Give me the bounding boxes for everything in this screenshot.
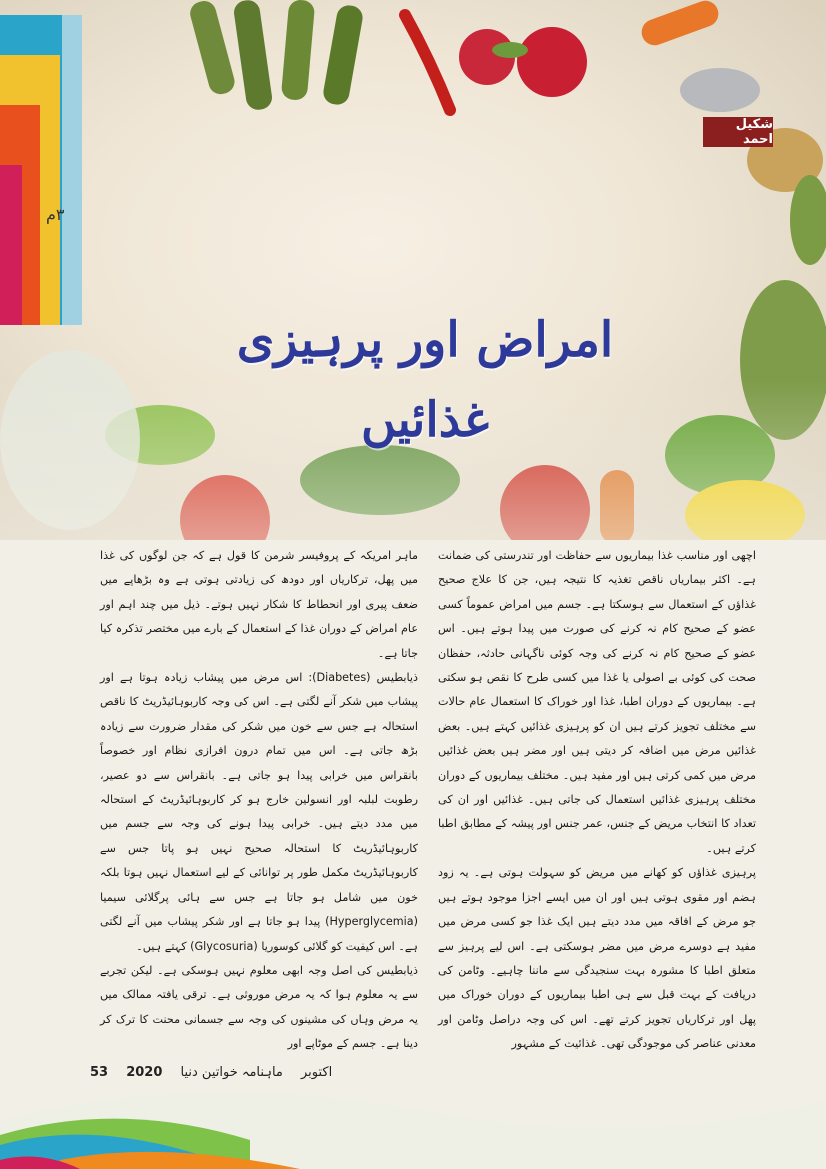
hero-image: [0, 0, 826, 540]
spoon-image: [680, 68, 760, 112]
paragraph: پرہیزی غذاؤں کو کھانے میں مریض کو سہولت ہوتی ہے۔ یہ زود ہضم اور مقوی ہوتی ہیں اور ان میں ایسے اجزا موجود ہوتے ہیں جو مرض کے افاقہ میں مدد دیتے ہیں ایک غذا جو کسی مرض میں مفید ہے دوسرے مرض میں مضر ہوسکتی ہے۔ اس لیے پرہیز سے متعلق اطبا کا مشورہ بہت سنجیدگی سے ماننا چاہیے۔ وٹامن کی دریافت کے بہت قبل سے ہی اطبا بیماریوں کے دوران خوراک میں پھل اور ترکاریاں تجویز کرتے تھے۔ اس کی وجہ دراصل وٹامن اور معدنی عناصر کی موجودگی تھی۔ غذائیت کے مشہور: [438, 866, 756, 1051]
chili-image: [405, 15, 450, 110]
author-badge: شکیل احمد: [703, 117, 773, 147]
section-mark: ۳م: [46, 205, 65, 224]
text-column-left: [100, 544, 418, 1057]
article-title: امراض اور پرہیزی غذائیں: [236, 312, 614, 448]
footer-magazine: ماہنامہ خواتین دنیا: [180, 1065, 283, 1080]
paragraph: ماہر امریکہ کے پروفیسر شرمن کا قول ہے کہ جن لوگوں کی غذا میں پھل، ترکاریاں اور دودھ کی زیادتی ہوتی ہے وہ بڑھاپے میں ضعف پیری اور انحطاط کا شکار نہیں ہوتے۔ ذیل میں چند اہم اور عام امراض کے دوران غذا کے استعمال کے بارے میں مختصر تذکرہ کیا جاتا ہے۔: [100, 549, 418, 660]
footer-year: 2020: [126, 1065, 163, 1080]
decorative-stripe: [0, 15, 82, 325]
page-number-area: [90, 1065, 332, 1080]
page-number: 53: [90, 1065, 109, 1080]
text-column-right: [438, 544, 756, 1057]
paragraph: ذیابطیس (Diabetes): اس مرض میں پیشاب زیادہ ہوتا ہے اور پیشاب میں شکر آنے لگتی ہے۔ اس کی وجہ کاربوہائیڈریٹ کا ناقص استحالہ ہے جس سے خون میں شکر کی مقدار ضرورت سے زیادہ بڑھ جاتی ہے۔ اس میں تمام درون افرازی نظام اور خصوصاً بانقراس میں خرابی پیدا ہو جاتی ہے۔ بانقراس سے دو عصیر، رطوبت لبلبہ اور انسولین خارج ہو کر کاربوہائیڈریٹ کے استحالہ میں مدد دیتے ہیں۔ خرابی پیدا ہونے کی وجہ سے جسم میں کاربوہائیڈریٹ کا استحالہ صحیح نہیں ہو پاتا جس سے کاربوہائیڈریٹ مکمل طور پر توانائی کے لیے استعمال نہیں ہوتا بلکہ خون میں شامل ہو جاتا ہے جس سے ہائی پرگلائی سیمیا (Hyperglycemia) پیدا ہو جاتا ہے اور شکر پیشاب میں آنے لگتی ہے۔ اس کیفیت کو گلائی کوسوریا (Glycosuria) کہتے ہیں۔: [100, 671, 418, 953]
carrot-image: [638, 0, 722, 49]
paragraph: ذیابطیس کی اصل وجہ ابھی معلوم نہیں ہوسکی ہے۔ لیکن تجربے سے یہ معلوم ہوا کہ یہ مرض موروثی ہے۔ ترقی یافتہ ممالک میں یہ مرض وہاں کی مشینوں کی وجہ سے جسمانی محنت کا ترک کر دینا ہے۔ جسم کے موٹاپے اور: [100, 963, 418, 1051]
asparagus-image: [188, 0, 365, 111]
footer-month: اکتوبر: [300, 1065, 333, 1080]
radish-image: [517, 27, 587, 97]
paragraph: اچھی اور مناسب غذا بیماریوں سے حفاظت اور تندرستی کی ضمانت ہے۔ اکثر بیماریاں ناقص تغذیہ کا نتیجہ ہیں، جن کا علاج صحیح غذاؤں کے استعمال سے ہوسکتا ہے۔ جسم میں امراض عموماً کسی عضو کے صحیح کام نہ کرنے کی صورت میں پیدا ہوتے ہیں۔ اس عضو کے صحیح کام نہ کرنے کی وجہ کوئی ناگہانی حادثہ، حفظان صحت کی کوئی بے اصولی یا غذا میں کسی طرح کا نقص ہو سکتی ہے۔ بیماریوں کے دوران اطبا، غذا اور خوراک کا استعمال عام حالات سے مختلف تجویز کرتے ہیں ان کو پرہیزی غذائیں کہتے ہیں۔ بعض غذائیں مرض میں اضافہ کر دیتی ہیں اور مضر ہیں بعض غذائیں مرض میں کمی کرتی ہیں اور مفید ہیں۔ مختلف بیماریوں کے دوران مختلف پرہیزی غذائیں استعمال کی جاتی ہیں۔ غذائیں اور ان کی تعداد کا انتخاب مریض کے جنس، عمر جنس اور پیشہ کے مطابق اطبا کرتے ہیں۔: [438, 549, 756, 855]
